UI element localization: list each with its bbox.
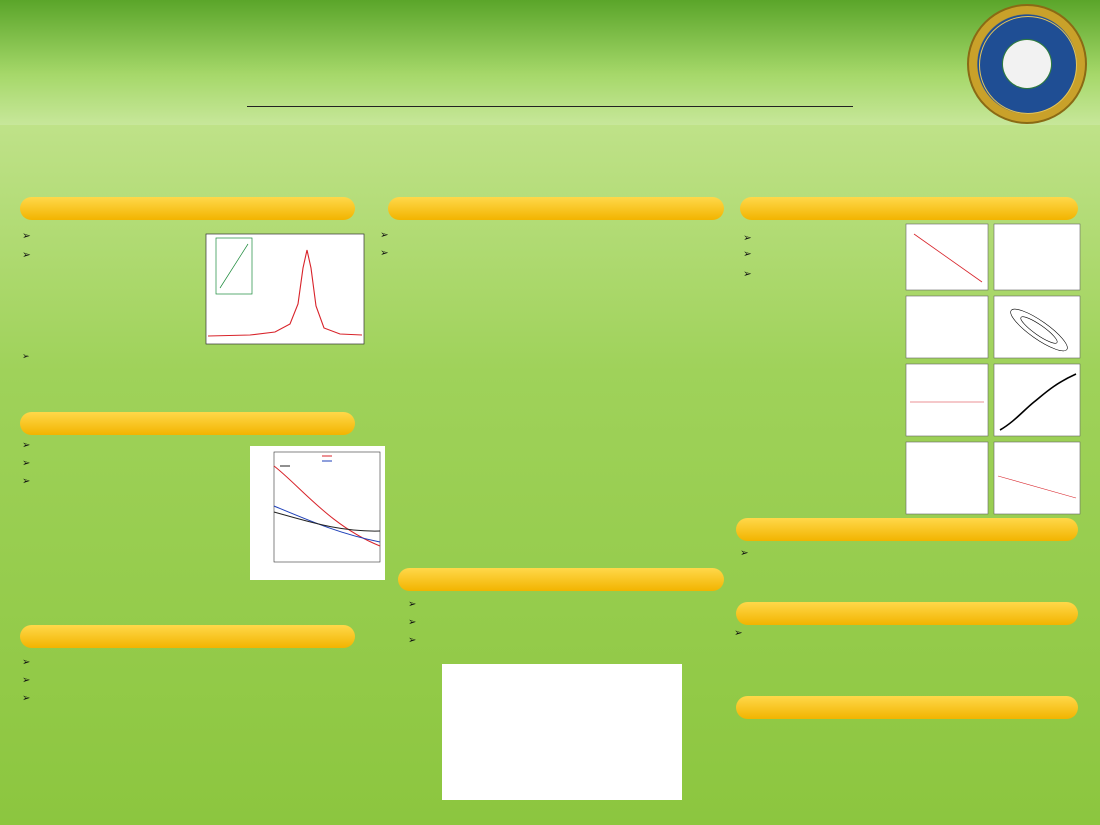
diagnostic-plots-svg [904, 222, 1084, 517]
puzzle-bullet-3: ➢ [22, 352, 30, 362]
summary-text [740, 547, 1070, 560]
heading-modern-data [388, 197, 724, 220]
extrap-bullet-2: ➢ [22, 458, 31, 469]
doe-seal-logo [967, 4, 1087, 124]
puzzle-bullets [22, 228, 194, 266]
heading-fits [740, 197, 1078, 220]
extrapolation-bullets [22, 438, 248, 492]
classic-bullet-1: ➢ [22, 657, 31, 668]
plot-residuals-vs-fitted [906, 364, 988, 436]
modern-bullet-2: ➢ [380, 247, 389, 259]
classic-bullets [22, 655, 374, 709]
modern-bullet-1: ➢ [380, 229, 389, 241]
extrap-bullet-3: ➢ [22, 476, 31, 487]
eagle-icon [1003, 40, 1051, 88]
heading-proton-radius-puzzle [20, 197, 355, 220]
plot-residuals-vs-leverage [994, 442, 1080, 514]
summary-bullet: ➢ [740, 547, 749, 559]
ack-text [734, 627, 1078, 640]
fits-text [743, 226, 903, 282]
heading-extrapolation [20, 412, 355, 435]
fits-hand-bullet-2: ➢ [743, 248, 752, 260]
ranking-bg [442, 664, 682, 800]
heading-acknowledgements [736, 602, 1078, 625]
r-bullet-3: ➢ [408, 635, 417, 646]
ack-bullet: ➢ [734, 627, 743, 639]
r-bullet-2: ➢ [408, 617, 417, 628]
plot-residuals-scatter [994, 224, 1080, 290]
heading-r-language [398, 568, 724, 591]
heading-classic-data [20, 625, 355, 648]
title-divider [247, 106, 853, 107]
puzzle-bullet-2: ➢ [22, 249, 31, 261]
transition-text [22, 351, 362, 365]
language-ranking-chart [442, 664, 682, 800]
plot-bg [250, 446, 385, 580]
fits-hand-bullet-1: ➢ [743, 232, 752, 244]
diagnostic-plots [904, 222, 1084, 517]
r-bullet-1: ➢ [408, 599, 417, 610]
classic-bullet-3: ➢ [22, 693, 31, 704]
modern-bullets [380, 228, 726, 264]
plot-summary-text [906, 296, 988, 358]
plot-frame [206, 234, 364, 344]
puzzle-bullet-1: ➢ [22, 230, 31, 242]
heading-summary [736, 518, 1078, 541]
extrap-bullet-1: ➢ [22, 440, 31, 451]
classic-bullet-2: ➢ [22, 675, 31, 686]
heading-references [736, 696, 1078, 719]
plot-scale-location [906, 442, 988, 514]
fits-modern-bullet: ➢ [743, 268, 752, 280]
r-bullets [408, 597, 728, 651]
muonic-resonance-plot [190, 228, 370, 360]
second-derivative-plot [250, 446, 385, 580]
